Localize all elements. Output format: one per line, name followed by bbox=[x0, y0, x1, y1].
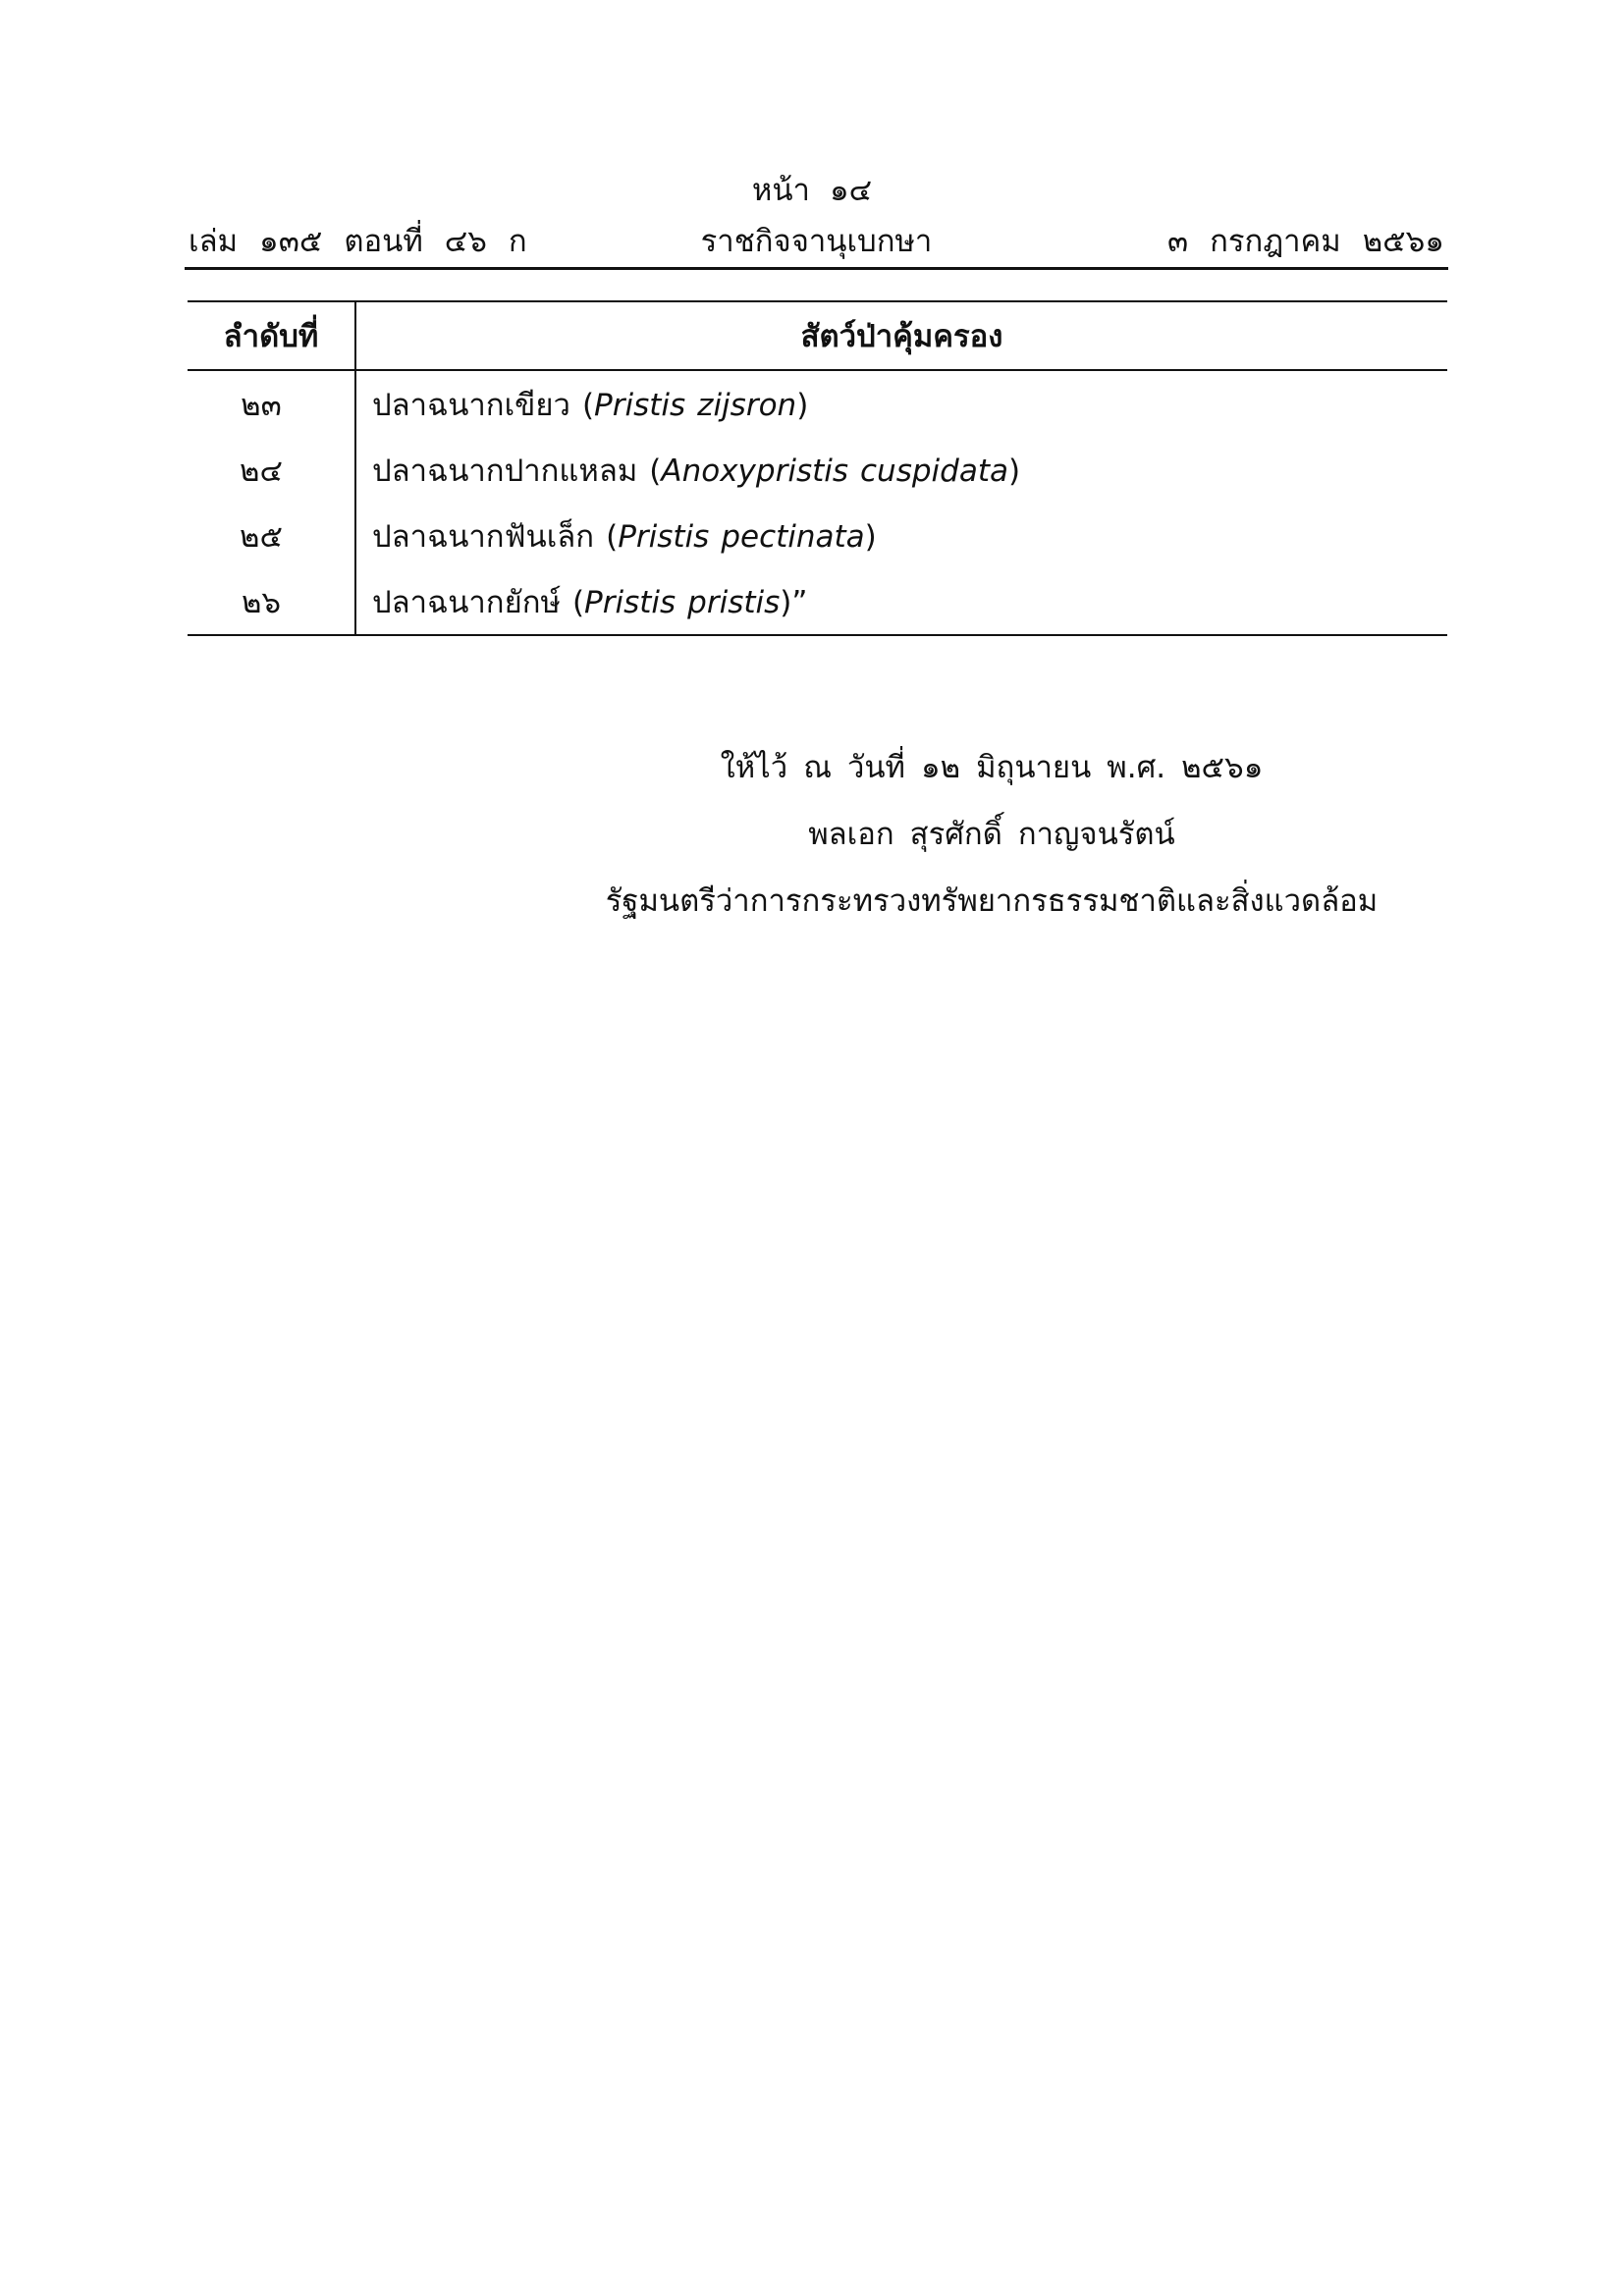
row-number: ๒๔ bbox=[188, 437, 355, 503]
table-row bbox=[188, 370, 1447, 437]
row-number: ๒๕ bbox=[188, 503, 355, 568]
species: zijsron bbox=[697, 387, 797, 423]
header-divider bbox=[185, 267, 1448, 270]
thai-name: ปลาฉนากฟันเล็ก bbox=[372, 518, 595, 555]
section-number: ๔๖ bbox=[444, 224, 487, 259]
date-month: กรกฎาคม bbox=[1210, 224, 1341, 259]
animal-name bbox=[355, 568, 1447, 635]
publication-date bbox=[1146, 216, 1444, 265]
given-day: ๑๒ bbox=[921, 750, 961, 785]
signature-block bbox=[550, 734, 1434, 934]
given-date-line bbox=[550, 734, 1434, 801]
thai-name: ปลาฉนากเขียว bbox=[372, 387, 570, 423]
species: pristis bbox=[687, 584, 781, 620]
volume-info bbox=[189, 216, 549, 265]
open-paren: ( bbox=[581, 387, 595, 423]
given-year: ๒๕๖๑ bbox=[1181, 750, 1264, 785]
day-label: วันที่ bbox=[846, 750, 905, 785]
section-letter: ก bbox=[508, 224, 527, 259]
page-number: ๑๔ bbox=[829, 173, 873, 208]
column-header-number: ลำดับที่ bbox=[188, 301, 355, 370]
table-row bbox=[188, 568, 1447, 635]
genus: Anoxypristis bbox=[661, 453, 849, 489]
animal-name bbox=[355, 503, 1447, 568]
table-row bbox=[188, 437, 1447, 503]
species: pectinata bbox=[721, 518, 865, 555]
signatory-position: รัฐมนตรีว่าการกระทรวงทรัพยากรธรรมชาติและสิ่งแวดล้อม bbox=[605, 883, 1379, 919]
volume-label: เล่ม bbox=[189, 224, 239, 259]
table-header-row bbox=[188, 301, 1447, 370]
signatory-last-name: กาญจนรัตน์ bbox=[1017, 817, 1175, 852]
genus: Pristis bbox=[594, 387, 686, 423]
signatory-rank: พลเอก bbox=[808, 817, 894, 852]
page-number-line bbox=[0, 165, 1624, 214]
publication-title: ราชกิจจานุเบกษา bbox=[700, 224, 933, 259]
signatory-first-name: สุรศักดิ์ bbox=[909, 817, 1002, 852]
date-year: ๒๕๖๑ bbox=[1362, 224, 1444, 259]
animal-name bbox=[355, 370, 1447, 437]
running-header bbox=[185, 216, 1448, 259]
at-label: ณ bbox=[803, 750, 832, 785]
genus: Pristis bbox=[584, 584, 677, 620]
given-month: มิถุนายน bbox=[976, 750, 1092, 785]
protected-wildlife-table bbox=[188, 300, 1447, 636]
close-paren: ) bbox=[796, 387, 809, 423]
table-row bbox=[188, 503, 1447, 568]
column-header-animal: สัตว์ป่าคุ้มครอง bbox=[355, 301, 1447, 370]
era-label: พ.ศ. bbox=[1107, 750, 1166, 785]
volume-number: ๑๓๕ bbox=[259, 224, 323, 259]
given-label: ให้ไว้ bbox=[720, 750, 788, 785]
row-number: ๒๖ bbox=[188, 568, 355, 635]
animal-name bbox=[355, 437, 1447, 503]
signatory-name-line bbox=[550, 801, 1434, 868]
close-paren: ) bbox=[864, 518, 877, 555]
page-label: หน้า bbox=[751, 173, 810, 208]
open-paren: ( bbox=[571, 584, 585, 620]
section-label: ตอนที่ bbox=[344, 224, 423, 259]
date-day: ๓ bbox=[1166, 224, 1189, 259]
row-number: ๒๓ bbox=[188, 370, 355, 437]
close-paren: ) bbox=[1007, 453, 1021, 489]
thai-name: ปลาฉนากยักษ์ bbox=[372, 584, 561, 620]
thai-name: ปลาฉนากปากแหลม bbox=[372, 453, 638, 489]
open-paren: ( bbox=[649, 453, 662, 489]
close-paren: )” bbox=[780, 584, 808, 620]
open-paren: ( bbox=[606, 518, 619, 555]
species: cuspidata bbox=[860, 453, 1008, 489]
genus: Pristis bbox=[618, 518, 710, 555]
